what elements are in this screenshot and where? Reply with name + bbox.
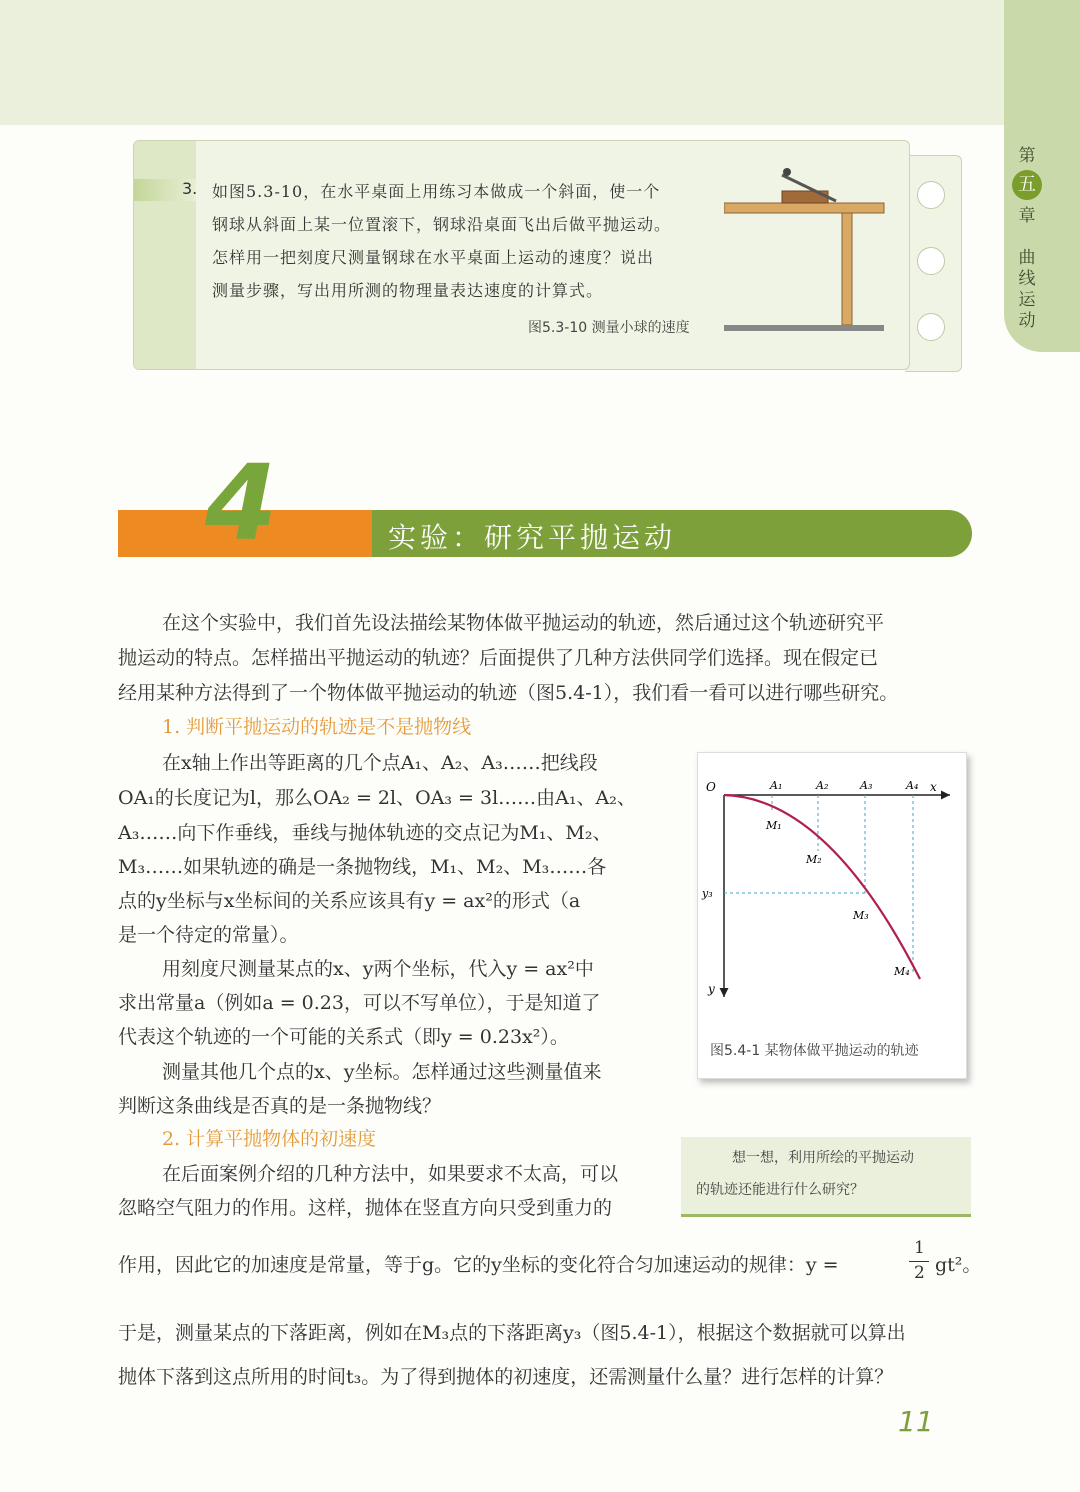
a3-label: A₃ — [860, 779, 873, 792]
para3-line: 判断这条曲线是否真的是一条抛物线？ — [118, 1095, 442, 1117]
para1-line: A₃……向下作垂线，垂线与抛体轨迹的交点记为M₁、M₂、 — [118, 822, 612, 844]
page-number: 11 — [898, 1405, 934, 1438]
intro-line: 经用某种方法得到了一个物体做平抛运动的轨迹（图5.4-1），我们看一看可以进行哪些研究。 — [118, 682, 899, 704]
fraction-bar — [909, 1261, 929, 1262]
chapter-di: 第 — [1018, 146, 1036, 166]
binder-hole — [917, 181, 945, 209]
fraction-numerator: 1 — [914, 1238, 925, 1258]
para2-line: 代表这个轨迹的一个可能的关系式（即y = 0.23x²）。 — [118, 1026, 569, 1048]
chapter-title: 曲线运动 — [1018, 248, 1036, 331]
exercise-strip — [134, 141, 196, 369]
chapter-side-tab — [1004, 0, 1080, 352]
section-title: 实验：研究平抛运动 — [388, 521, 677, 554]
think-line: 的轨迹还能进行什么研究？ — [696, 1182, 864, 1198]
m1-label: M₁ — [766, 819, 782, 832]
chapter-zhang: 章 — [1018, 206, 1036, 226]
m4-label: M₄ — [894, 965, 910, 978]
x-label: x — [930, 780, 937, 794]
section-number: 4 — [205, 442, 278, 564]
top-band — [0, 0, 1010, 125]
exercise-line: 测量步骤，写出用所测的物理量表达速度的计算式。 — [212, 281, 604, 300]
para1-line: M₃……如果轨迹的确是一条抛物线，M₁、M₂、M₃……各 — [118, 856, 607, 878]
para3-line: 测量其他几个点的x、y坐标。怎样通过这些测量值来 — [162, 1061, 602, 1083]
para4-line: 在后面案例介绍的几种方法中，如果要求不太高，可以 — [162, 1163, 619, 1185]
subheading-1: 1. 判断平抛运动的轨迹是不是抛物线 — [162, 716, 472, 738]
m2-label: M₂ — [806, 853, 822, 866]
chapter-number-badge: 五 — [1012, 170, 1042, 200]
fraction-denominator: 2 — [914, 1263, 925, 1283]
a4-label: A₄ — [906, 779, 919, 792]
para5-line: 作用，因此它的加速度是常量，等于g。它的y坐标的变化符合匀加速运动的规律：y = — [118, 1254, 839, 1276]
para1-line: 点的y坐标与x坐标间的关系应该具有y = ax²的形式（a — [118, 890, 581, 912]
a2-label: A₂ — [816, 779, 829, 792]
exercise-line: 怎样用一把刻度尺测量钢球在水平桌面上运动的速度？说出 — [212, 248, 655, 267]
exercise-figure-caption: 图5.3-10 测量小球的速度 — [528, 320, 690, 336]
y3-label: y₃ — [702, 887, 713, 900]
fraction-tail: gt²。 — [935, 1254, 982, 1276]
exercise-line: 如图5.3-10，在水平桌面上用练习本做成一个斜面，使一个 — [212, 182, 661, 201]
y-label: y — [708, 982, 715, 996]
intro-line: 在这个实验中，我们首先设法描绘某物体做平抛运动的轨迹，然后通过这个轨迹研究平 — [162, 612, 885, 634]
figure-caption: 图5.4-1 某物体做平抛运动的轨迹 — [710, 1043, 919, 1059]
exercise-box — [133, 140, 910, 370]
para2-line: 用刻度尺测量某点的x、y两个坐标，代入y = ax²中 — [162, 958, 594, 980]
trajectory-diagram — [698, 753, 966, 1033]
subheading-2: 2. 计算平抛物体的初速度 — [162, 1128, 377, 1150]
binder-hole — [917, 247, 945, 275]
figure-5-4-1 — [697, 752, 967, 1079]
para1-line: OA₁的长度记为l，那么OA₂ = 2l、OA₃ = 3l……由A₁、A₂、 — [118, 787, 636, 809]
table-ramp-illustration — [724, 163, 894, 333]
intro-line: 抛运动的特点。怎样描出平抛运动的轨迹？后面提供了几种方法供同学们选择。现在假定已 — [118, 647, 879, 669]
a1-label: A₁ — [770, 779, 783, 792]
para6-line: 抛体下落到这点所用的时间t₃。为了得到抛体的初速度，还需测量什么量？进行怎样的计算？ — [118, 1366, 894, 1388]
para6-line: 于是，测量某点的下落距离，例如在M₃点的下落距离y₃（图5.4-1），根据这个数据就可以算出 — [118, 1322, 906, 1344]
origin-label: O — [706, 780, 716, 794]
exercise-number: 3. — [182, 179, 198, 198]
exercise-line: 钢球从斜面上某一位置滚下，钢球沿桌面飞出后做平抛运动。 — [212, 215, 672, 234]
binder-hole — [917, 313, 945, 341]
para2-line: 求出常量a（例如a = 0.23，可以不写单位），于是知道了 — [118, 992, 601, 1014]
para1-line: 是一个待定的常量）。 — [118, 924, 299, 946]
trajectory-curve — [724, 795, 920, 979]
m3-label: M₃ — [853, 909, 869, 922]
para1-line: 在x轴上作出等距离的几个点A₁、A₂、A₃……把线段 — [162, 752, 598, 774]
think-line: 想一想，利用所绘的平抛运动 — [732, 1150, 914, 1166]
para4-line: 忽略空气阻力的作用。这样，抛体在竖直方向只受到重力的 — [118, 1197, 613, 1219]
